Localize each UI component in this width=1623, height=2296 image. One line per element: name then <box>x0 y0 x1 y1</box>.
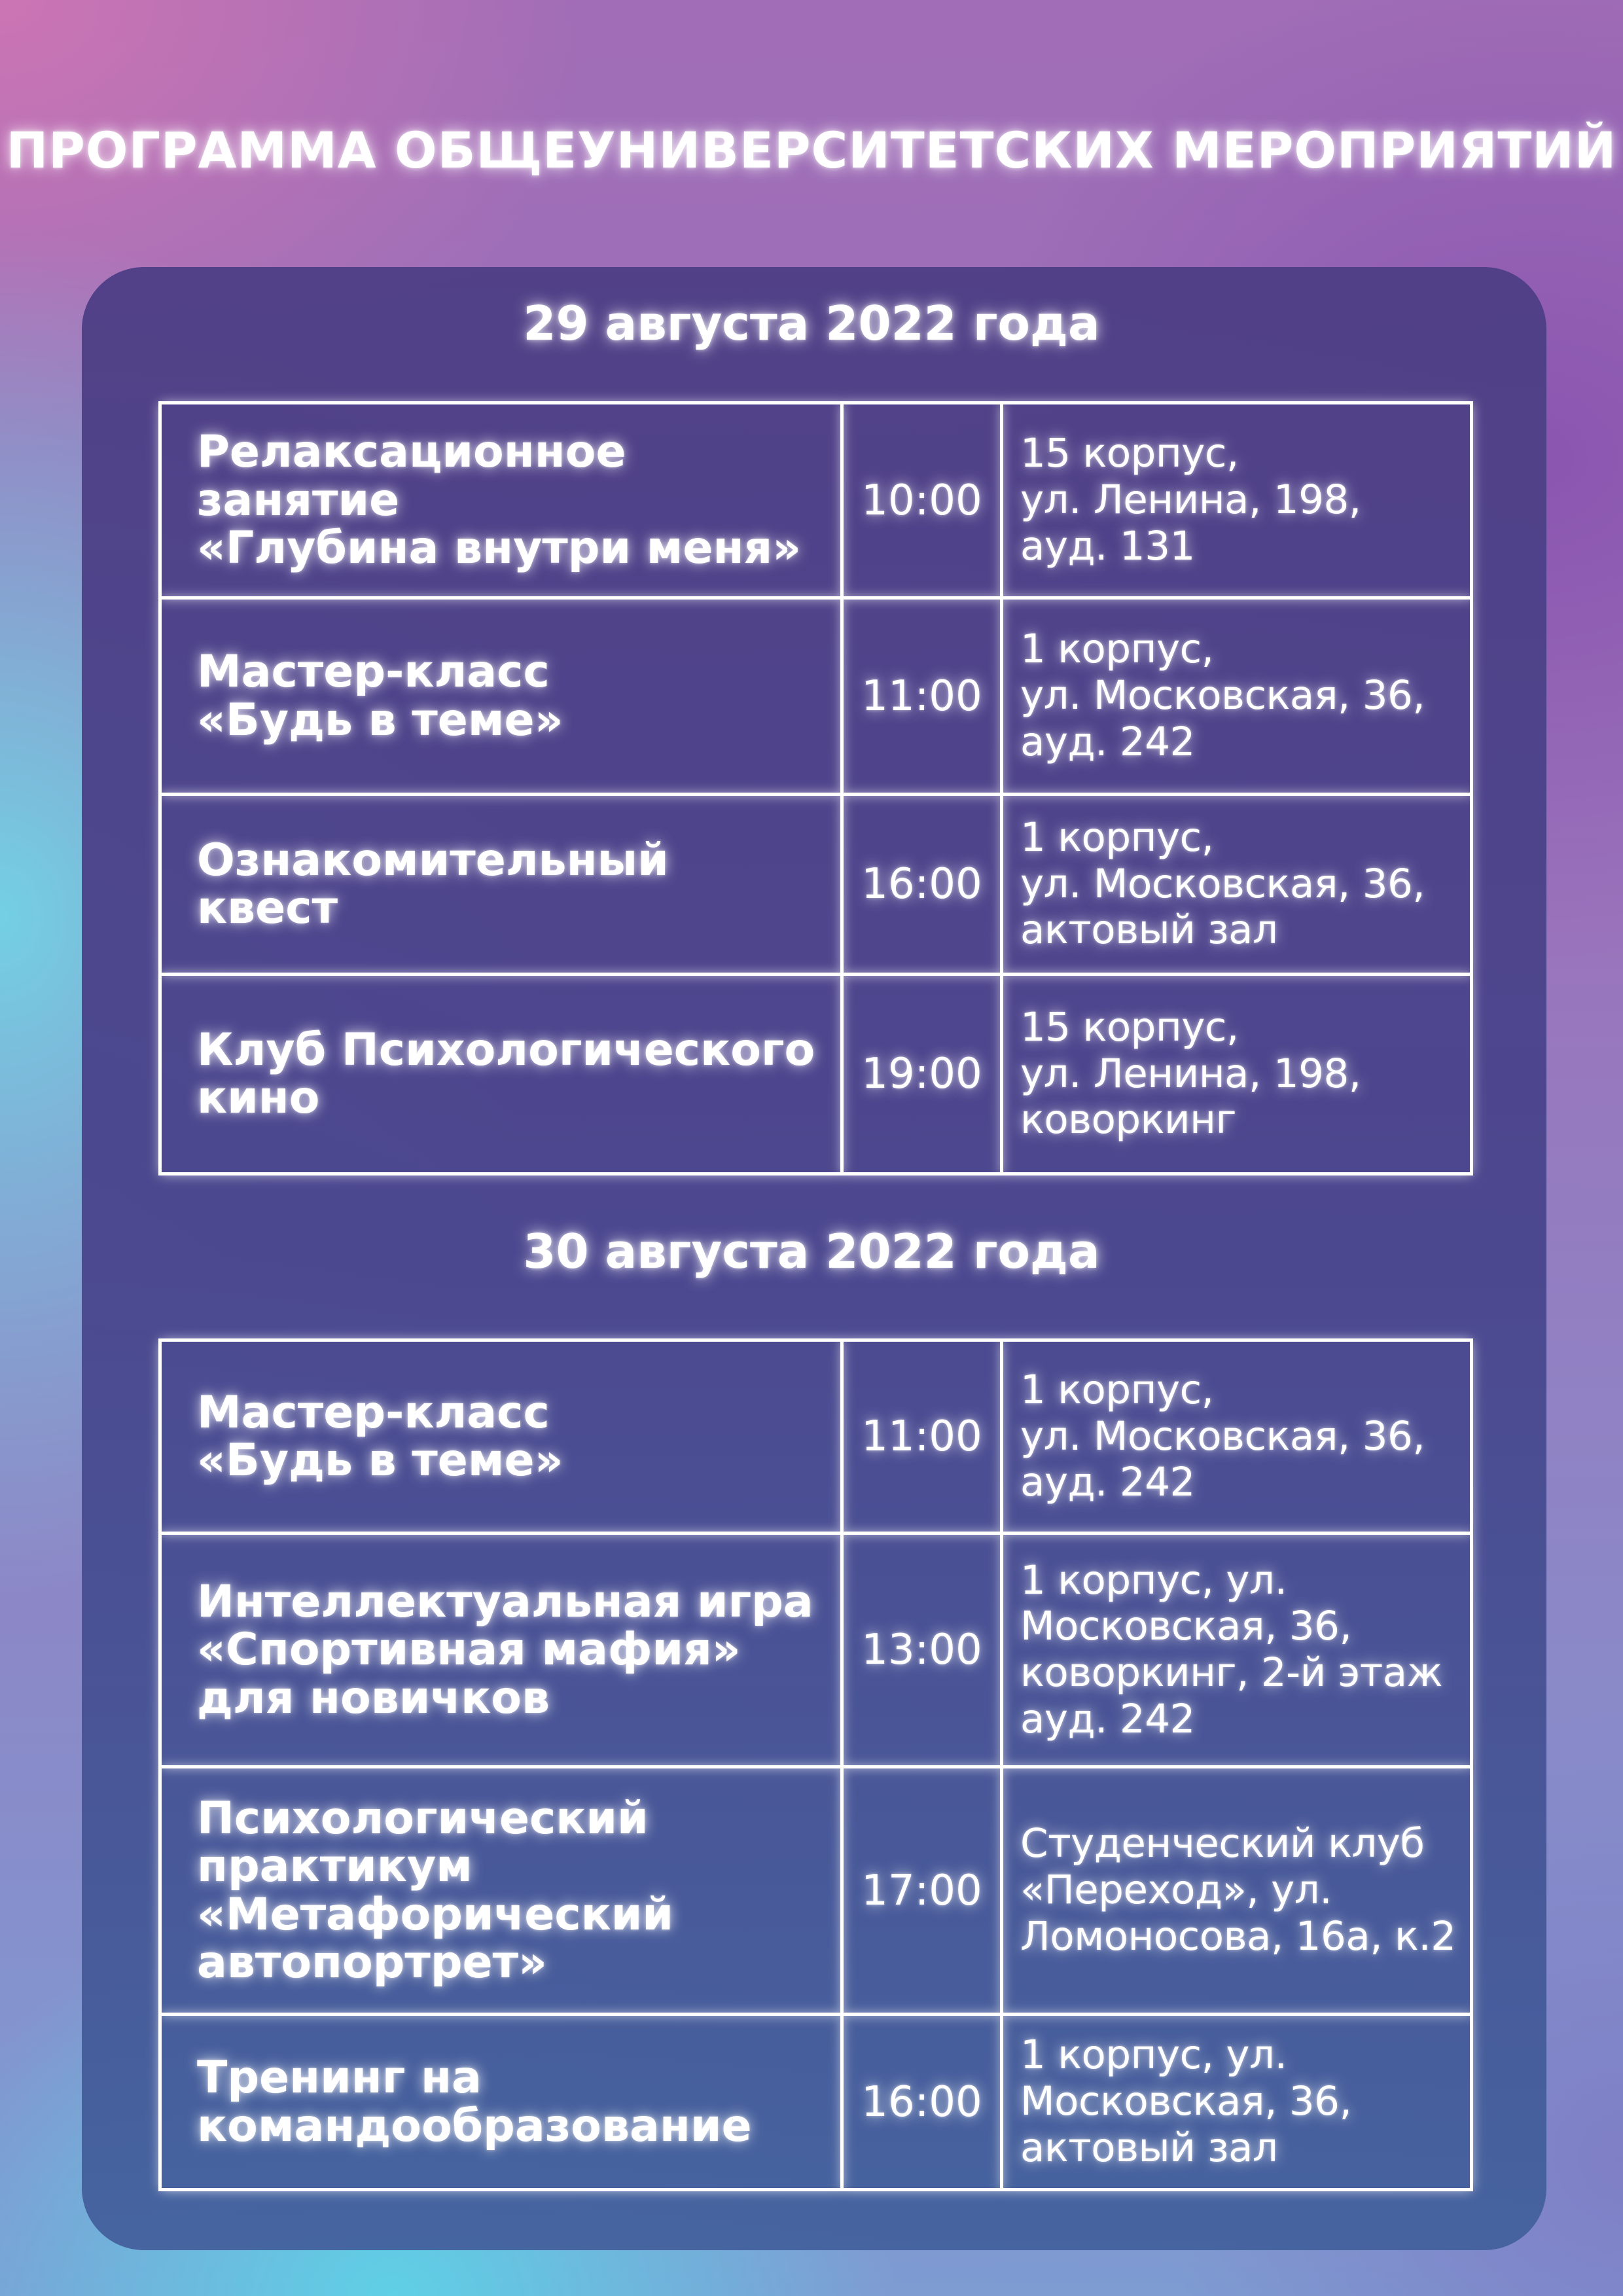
event-place: 15 корпус, ул. Ленина, 198, коворкинг <box>1002 975 1472 1174</box>
schedule-table-day-1 <box>158 401 1473 1175</box>
event-place: 1 корпус, ул. Московская, 36, актовый зал <box>1002 795 1472 975</box>
event-time: 16:00 <box>842 2015 1002 2190</box>
event-name: Мастер-класс «Будь в теме» <box>160 598 842 795</box>
event-time: 13:00 <box>842 1534 1002 1767</box>
schedule-table-day-2 <box>158 1338 1473 2191</box>
event-name: Мастер-класс «Будь в теме» <box>160 1340 842 1534</box>
event-name: Интеллектуальная игра «Спортивная мафия» для новичков <box>160 1534 842 1767</box>
event-time: 19:00 <box>842 975 1002 1174</box>
table-row <box>160 975 1472 1174</box>
table-row <box>160 598 1472 795</box>
event-place: 1 корпус, ул. Московская, 36, ауд. 242 <box>1002 598 1472 795</box>
table-row <box>160 1534 1472 1767</box>
day-heading-aug-30: 30 августа 2022 года <box>523 1224 1100 1279</box>
day-heading-aug-29: 29 августа 2022 года <box>523 296 1100 351</box>
event-place: 1 корпус, ул. Московская, 36, актовый зал <box>1002 2015 1472 2190</box>
table-row <box>160 795 1472 975</box>
event-time: 10:00 <box>842 403 1002 598</box>
event-place: 1 корпус, ул. Московская, 36, ауд. 242 <box>1002 1340 1472 1534</box>
table-row <box>160 1340 1472 1534</box>
event-name: Психологический практикум «Метафорический автопортрет» <box>160 1767 842 2015</box>
event-time: 11:00 <box>842 1340 1002 1534</box>
event-name: Тренинг на командообразование <box>160 2015 842 2190</box>
event-place: Студенческий клуб «Переход», ул. Ломоносова, 16а, к.2 <box>1002 1767 1472 2015</box>
event-place: 15 корпус, ул. Ленина, 198, ауд. 131 <box>1002 403 1472 598</box>
page-title: ПРОГРАММА ОБЩЕУНИВЕРСИТЕТСКИХ МЕРОПРИЯТИЙ <box>6 121 1617 179</box>
table-row <box>160 403 1472 598</box>
event-place: 1 корпус, ул. Московская, 36, коворкинг, 2-й этаж ауд. 242 <box>1002 1534 1472 1767</box>
event-time: 17:00 <box>842 1767 1002 2015</box>
table-row <box>160 2015 1472 2190</box>
event-name: Ознакомительный квест <box>160 795 842 975</box>
event-time: 11:00 <box>842 598 1002 795</box>
event-name: Релаксационное занятие «Глубина внутри меня» <box>160 403 842 598</box>
table-row <box>160 1767 1472 2015</box>
event-name: Клуб Психологического кино <box>160 975 842 1174</box>
event-time: 16:00 <box>842 795 1002 975</box>
